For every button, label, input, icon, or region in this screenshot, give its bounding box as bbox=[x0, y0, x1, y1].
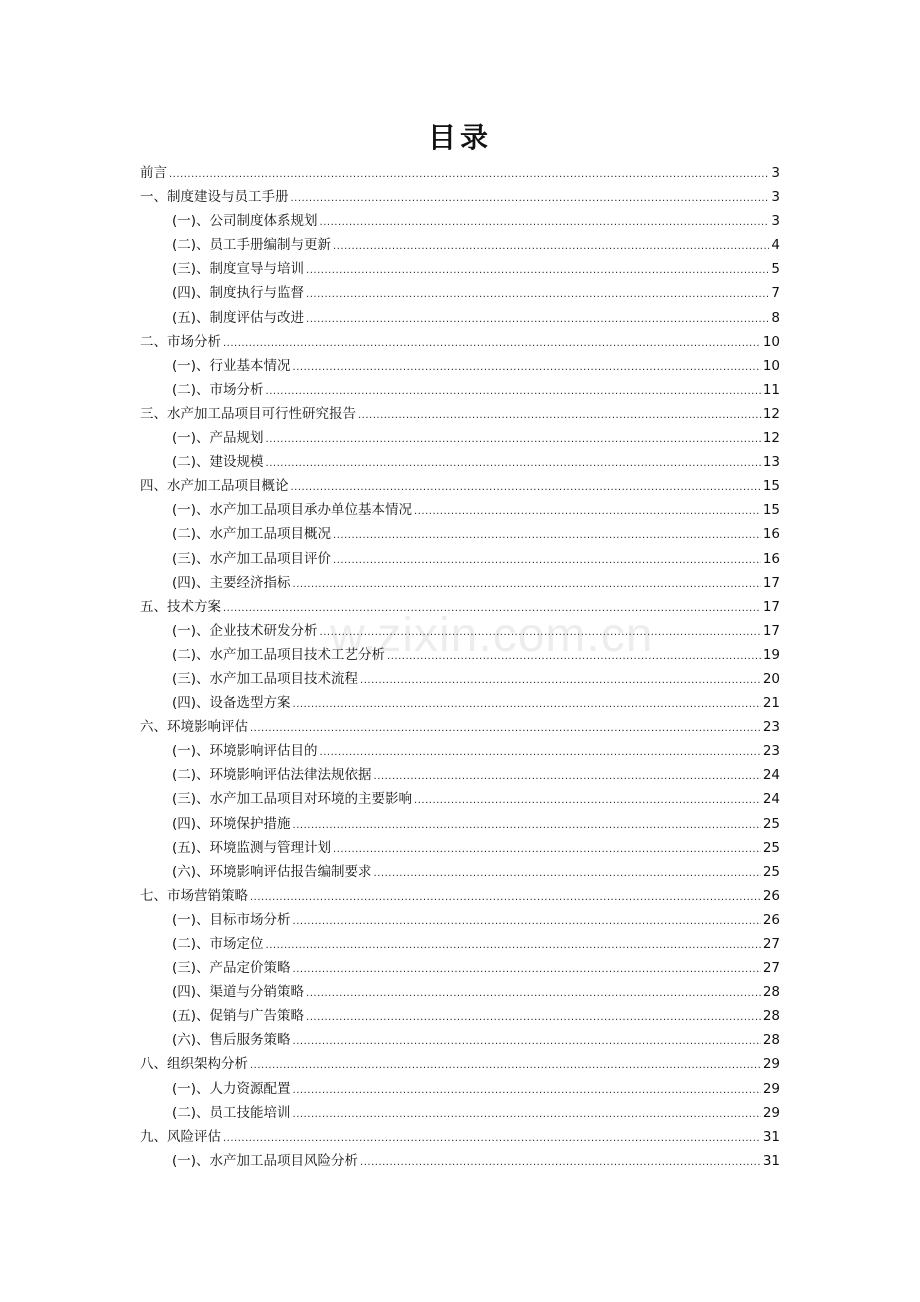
toc-entry[interactable] bbox=[140, 547, 780, 571]
toc-entry[interactable] bbox=[140, 595, 780, 619]
dot-leader bbox=[333, 524, 761, 548]
toc-entry-title: 三、水产加工品项目可行性研究报告 bbox=[140, 405, 356, 422]
toc-entry[interactable] bbox=[140, 1028, 780, 1052]
toc-entry-title: (一)、目标市场分析 bbox=[172, 911, 291, 928]
toc-entry-page: 31 bbox=[762, 1128, 780, 1145]
toc-entry-title: 前言 bbox=[140, 165, 167, 181]
toc-entry-page: 29 bbox=[762, 1056, 780, 1073]
dot-leader bbox=[414, 789, 761, 813]
dot-leader bbox=[320, 211, 770, 235]
toc-entry-page: 26 bbox=[762, 887, 780, 904]
toc-entry-page: 11 bbox=[762, 381, 780, 398]
toc-entry[interactable] bbox=[140, 619, 780, 643]
dot-leader bbox=[266, 452, 761, 476]
dot-leader bbox=[414, 500, 761, 524]
toc-entry-title: (六)、售后服务策略 bbox=[172, 1032, 291, 1049]
toc-entry[interactable] bbox=[140, 932, 780, 956]
dot-leader bbox=[223, 1127, 761, 1151]
toc-entry-page: 25 bbox=[762, 815, 780, 832]
toc-entry[interactable] bbox=[140, 1077, 780, 1101]
toc-entry[interactable] bbox=[140, 209, 780, 233]
toc-entry-page: 16 bbox=[762, 526, 780, 543]
dot-leader bbox=[293, 958, 761, 982]
toc-entry-title: (二)、水产加工品项目技术工艺分析 bbox=[172, 646, 386, 663]
toc-entry-title: (二)、市场定位 bbox=[172, 936, 264, 952]
toc-entry-title: (二)、水产加工品项目概况 bbox=[172, 526, 332, 543]
toc-entry[interactable] bbox=[140, 402, 780, 426]
toc-entry-page: 25 bbox=[762, 863, 780, 880]
dot-leader bbox=[293, 1030, 761, 1054]
toc-entry-title: (三)、水产加工品项目技术流程 bbox=[172, 670, 359, 687]
toc-entry[interactable] bbox=[140, 836, 780, 860]
toc-entry-title: (二)、市场分析 bbox=[172, 381, 264, 398]
toc-entry-title: (一)、产品规划 bbox=[172, 430, 264, 447]
toc-entry-title: 五、技术方案 bbox=[140, 598, 221, 615]
toc-entry-page: 13 bbox=[762, 454, 780, 471]
toc-entry-page: 4 bbox=[771, 237, 780, 254]
toc-entry-page: 10 bbox=[762, 357, 780, 374]
toc-entry-page: 15 bbox=[762, 502, 780, 519]
toc-entry-page: 27 bbox=[762, 960, 780, 977]
toc-entry-page: 7 bbox=[771, 285, 780, 302]
toc-entry-title: (一)、人力资源配置 bbox=[172, 1080, 291, 1097]
toc-entry-page: 29 bbox=[762, 1104, 780, 1121]
toc-entry-page: 25 bbox=[762, 839, 780, 856]
toc-entry[interactable] bbox=[140, 667, 780, 691]
toc-entry-title: (三)、水产加工品项目评价 bbox=[172, 550, 332, 567]
dot-leader bbox=[320, 741, 761, 765]
toc-entry-page: 31 bbox=[762, 1152, 780, 1169]
toc-entry[interactable] bbox=[140, 884, 780, 908]
toc-entry-page: 23 bbox=[762, 743, 780, 760]
toc-entry-page: 3 bbox=[771, 189, 780, 206]
toc-entry[interactable] bbox=[140, 715, 780, 739]
toc-entry[interactable] bbox=[140, 281, 780, 305]
toc-entry-title: (四)、制度执行与监督 bbox=[172, 285, 305, 302]
toc-entry[interactable] bbox=[140, 956, 780, 980]
toc-entry-page: 24 bbox=[762, 767, 780, 784]
toc-entry-title: 九、风险评估 bbox=[140, 1128, 221, 1145]
dot-leader bbox=[266, 428, 761, 452]
dot-leader bbox=[250, 886, 761, 910]
toc-entry-title: (三)、制度宣导与培训 bbox=[172, 261, 305, 278]
toc-entry-page: 15 bbox=[762, 478, 780, 495]
toc-entry[interactable] bbox=[140, 306, 780, 330]
dot-leader bbox=[360, 1151, 761, 1175]
toc-entry-title: (四)、设备选型方案 bbox=[172, 695, 291, 712]
toc-entry[interactable] bbox=[140, 474, 780, 498]
dot-leader bbox=[306, 259, 769, 283]
dot-leader bbox=[293, 910, 761, 934]
toc-entry[interactable] bbox=[140, 1052, 780, 1076]
toc-entry-page: 24 bbox=[762, 791, 780, 808]
toc-entry-page: 12 bbox=[762, 430, 780, 447]
toc-entry[interactable] bbox=[140, 571, 780, 595]
dot-leader bbox=[320, 621, 761, 645]
dot-leader bbox=[293, 814, 761, 838]
toc-entry-title: (一)、公司制度体系规划 bbox=[172, 213, 318, 230]
toc-entry-title: (二)、员工手册编制与更新 bbox=[172, 237, 332, 254]
toc-entry[interactable] bbox=[140, 257, 780, 281]
dot-leader bbox=[374, 862, 761, 886]
toc-entry-page: 29 bbox=[762, 1080, 780, 1097]
toc-entry[interactable] bbox=[140, 980, 780, 1004]
toc-entry-title: (二)、环境影响评估法律法规依据 bbox=[172, 767, 372, 784]
toc-entry[interactable] bbox=[140, 233, 780, 257]
page-title: 目录 bbox=[427, 121, 492, 154]
toc-entry-page: 12 bbox=[762, 405, 780, 422]
toc-entry-title: 八、组织架构分析 bbox=[140, 1056, 248, 1073]
dot-leader bbox=[250, 1054, 761, 1078]
dot-leader bbox=[223, 597, 761, 621]
toc-entry[interactable] bbox=[140, 812, 780, 836]
toc-entry[interactable] bbox=[140, 522, 780, 546]
toc-entry-page: 17 bbox=[762, 598, 780, 615]
dot-leader bbox=[169, 163, 769, 187]
toc-entry-title: (一)、水产加工品项目风险分析 bbox=[172, 1152, 359, 1169]
toc-entry-page: 20 bbox=[762, 670, 780, 687]
dot-leader bbox=[306, 308, 769, 332]
table-of-contents bbox=[140, 161, 780, 1173]
toc-entry-page: 3 bbox=[771, 213, 780, 230]
dot-leader bbox=[358, 404, 761, 428]
dot-leader bbox=[333, 838, 761, 862]
toc-entry[interactable] bbox=[140, 860, 780, 884]
dot-leader bbox=[250, 717, 761, 741]
toc-entry-page: 5 bbox=[771, 261, 780, 278]
toc-entry[interactable] bbox=[140, 498, 780, 522]
toc-entry-title: 六、环境影响评估 bbox=[140, 719, 248, 736]
toc-entry[interactable] bbox=[140, 787, 780, 811]
toc-entry[interactable] bbox=[140, 185, 780, 209]
dot-leader bbox=[387, 645, 761, 669]
toc-entry[interactable] bbox=[140, 450, 780, 474]
toc-entry-title: (一)、行业基本情况 bbox=[172, 357, 291, 374]
dot-leader bbox=[306, 283, 769, 307]
toc-entry-page: 21 bbox=[762, 695, 780, 712]
toc-entry-title: 七、市场营销策略 bbox=[140, 887, 248, 904]
dot-leader bbox=[266, 380, 761, 404]
toc-entry-title: (四)、渠道与分销策略 bbox=[172, 984, 305, 1001]
toc-entry-title: (四)、主要经济指标 bbox=[172, 574, 291, 591]
toc-entry[interactable] bbox=[140, 643, 780, 667]
toc-entry-page: 28 bbox=[762, 1008, 780, 1025]
dot-leader bbox=[291, 476, 761, 500]
toc-entry-page: 28 bbox=[762, 1032, 780, 1049]
toc-entry-page: 28 bbox=[762, 984, 780, 1001]
toc-entry-title: (三)、产品定价策略 bbox=[172, 960, 291, 977]
dot-leader bbox=[293, 573, 761, 597]
dot-leader bbox=[293, 693, 761, 717]
dot-leader bbox=[306, 982, 761, 1006]
dot-leader bbox=[333, 549, 761, 573]
toc-entry-title: (五)、制度评估与改进 bbox=[172, 309, 305, 326]
toc-entry[interactable] bbox=[140, 1004, 780, 1028]
toc-entry-title: (四)、环境保护措施 bbox=[172, 815, 291, 832]
toc-entry[interactable] bbox=[140, 739, 780, 763]
toc-entry-page: 26 bbox=[762, 911, 780, 928]
toc-entry-title: (一)、企业技术研发分析 bbox=[172, 622, 318, 639]
dot-leader bbox=[333, 235, 769, 259]
toc-entry-title: (五)、促销与广告策略 bbox=[172, 1008, 305, 1025]
dot-leader bbox=[293, 1103, 761, 1127]
toc-entry-title: 二、市场分析 bbox=[140, 333, 221, 350]
dot-leader bbox=[223, 332, 761, 356]
toc-entry[interactable] bbox=[140, 378, 780, 402]
toc-entry-page: 17 bbox=[762, 622, 780, 639]
dot-leader bbox=[293, 1079, 761, 1103]
toc-entry-title: 一、制度建设与员工手册 bbox=[140, 189, 289, 206]
toc-entry[interactable] bbox=[140, 1149, 780, 1173]
toc-entry-title: (五)、环境监测与管理计划 bbox=[172, 839, 332, 856]
toc-entry[interactable] bbox=[140, 1101, 780, 1125]
toc-entry-title: (六)、环境影响评估报告编制要求 bbox=[172, 863, 372, 880]
toc-entry[interactable] bbox=[140, 1125, 780, 1149]
dot-leader bbox=[293, 356, 761, 380]
toc-entry-title: (二)、建设规模 bbox=[172, 454, 264, 471]
toc-entry-page: 17 bbox=[762, 574, 780, 591]
toc-entry-title: 四、水产加工品项目概论 bbox=[140, 478, 289, 495]
dot-leader bbox=[306, 1006, 761, 1030]
toc-entry-title: (一)、水产加工品项目承办单位基本情况 bbox=[172, 502, 413, 519]
toc-entry[interactable] bbox=[140, 330, 780, 354]
dot-leader bbox=[266, 934, 761, 958]
toc-entry[interactable] bbox=[140, 354, 780, 378]
dot-leader bbox=[374, 765, 761, 789]
toc-entry[interactable] bbox=[140, 161, 780, 185]
toc-entry-title: (一)、环境影响评估目的 bbox=[172, 743, 318, 760]
toc-entry-page: 19 bbox=[762, 646, 780, 663]
dot-leader bbox=[291, 187, 770, 211]
toc-entry-page: 23 bbox=[762, 719, 780, 736]
toc-entry-page: 27 bbox=[762, 936, 780, 952]
toc-entry-page: 8 bbox=[771, 309, 780, 326]
toc-entry-page: 3 bbox=[771, 165, 780, 181]
watermark: w.zixin.com.cn bbox=[330, 609, 654, 662]
toc-entry-title: (三)、水产加工品项目对环境的主要影响 bbox=[172, 791, 413, 808]
toc-entry[interactable] bbox=[140, 426, 780, 450]
toc-entry[interactable] bbox=[140, 763, 780, 787]
toc-entry-page: 10 bbox=[762, 333, 780, 350]
toc-entry[interactable] bbox=[140, 691, 780, 715]
toc-entry[interactable] bbox=[140, 908, 780, 932]
toc-entry-title: (二)、员工技能培训 bbox=[172, 1104, 291, 1121]
toc-entry-page: 16 bbox=[762, 550, 780, 567]
dot-leader bbox=[360, 669, 761, 693]
